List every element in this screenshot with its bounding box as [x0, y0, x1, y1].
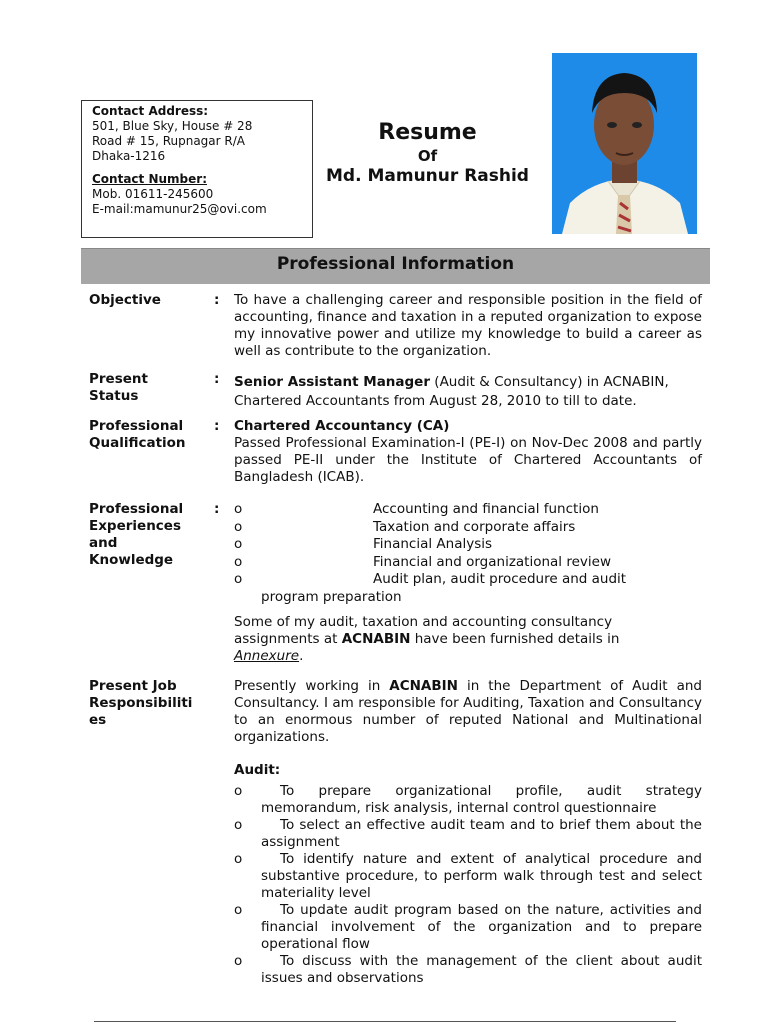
objective-label: Objective — [89, 292, 161, 308]
position-detail: (Audit & Consultancy) in ACNABIN, — [430, 374, 669, 390]
job-intro: Presently working in ACNABIN in the Department of Audit and Consultancy. I am responsible for Auditing, Taxation and Consultancy to an enormous number of reputed National and Multinational organizations. — [234, 678, 702, 745]
address-line: Dhaka-1216 — [92, 149, 166, 163]
address-line: Road # 15, Rupnagar R/A — [92, 134, 245, 148]
qualification-content — [234, 418, 702, 486]
list-item: o To prepare organizational profile, audit strategy memorandum, risk analysis, internal control questionnaire — [234, 783, 702, 816]
bullet-icon: o — [234, 536, 243, 552]
experience-content — [234, 501, 702, 665]
job-label — [89, 678, 199, 729]
bullet-icon: o — [234, 783, 243, 799]
qualification-text: Passed Professional Examination-I (PE-I) on Nov-Dec 2008 and partly passed PE-II under the Institute of Chartered Accountants of Bangladesh (ICAB). — [234, 435, 702, 485]
label-line: Status — [89, 388, 139, 404]
label-line: Professional — [89, 501, 184, 517]
label-line: Knowledge — [89, 552, 174, 568]
present-status-text — [234, 373, 702, 411]
list-item: o To discuss with the management of the client about audit issues and observations — [234, 953, 702, 986]
bullet-icon: o — [234, 518, 243, 535]
experience-label — [89, 501, 199, 569]
bullet-icon: o — [234, 501, 243, 517]
portrait-illustration — [552, 53, 697, 234]
bullet-icon: o — [234, 817, 243, 833]
list-item: o Audit plan, audit procedure and audit — [234, 571, 627, 587]
contact-address-label: Contact Address: — [92, 104, 209, 118]
audit-heading: Audit: — [234, 762, 281, 778]
position-line-2: Chartered Accountants from August 28, 2010 to till to date. — [234, 393, 637, 409]
colon: : — [214, 501, 220, 517]
qualification-label — [89, 418, 199, 452]
colon: : — [214, 292, 220, 308]
profile-photo — [552, 53, 697, 234]
list-item: o Taxation and corporate affairs — [234, 518, 576, 535]
position-title: Senior Assistant Manager — [234, 374, 431, 390]
present-status-label — [89, 371, 199, 405]
label-line: Responsibiliti — [89, 695, 193, 711]
label-line: and — [89, 535, 118, 551]
list-item: o To identify nature and extent of analytical procedure and substantive procedure, to perform walk through test and select materiality level — [234, 851, 702, 901]
list-item: o Financial Analysis — [234, 536, 493, 552]
job-content — [234, 678, 702, 987]
bullet-icon: o — [234, 553, 243, 570]
colon: : — [214, 418, 220, 434]
address-line: 501, Blue Sky, House # 28 — [92, 119, 253, 133]
list-item: o To update audit program based on the nature, activities and financial involvement of the organization and to prepare operational flow — [234, 902, 702, 952]
footer-divider — [94, 1021, 676, 1022]
candidate-name: Md. Mamunur Rashid — [326, 166, 529, 186]
resume-title-block — [300, 118, 555, 188]
list-item: o Financial and organizational review — [234, 553, 611, 570]
label-line: Present — [89, 371, 148, 387]
objective-text: To have a challenging career and responsible position in the field of accounting, finance and taxation in a reputed organization to expose my innovative power and utilize my knowledge to build a career as well as contribute to the organization. — [234, 292, 702, 359]
colon: : — [214, 371, 220, 387]
list-item: o Accounting and financial function — [234, 501, 599, 517]
list-item: o To select an effective audit team and to brief them about the assignment — [234, 817, 702, 850]
label-line: Experiences — [89, 518, 181, 534]
professional-information-banner: Professional Information — [81, 248, 710, 284]
mobile-number: Mob. 01611-245600 — [92, 187, 214, 201]
bullet-icon: o — [234, 953, 243, 969]
qualification-heading: Chartered Accountancy (CA) — [234, 418, 450, 434]
bullet-icon: o — [234, 851, 243, 867]
contact-box — [81, 100, 313, 238]
label-line: Qualification — [89, 435, 186, 451]
bullet-icon: o — [234, 571, 243, 587]
bullet-icon: o — [234, 902, 243, 918]
annexure-link: Annexure — [234, 647, 300, 664]
label-line: es — [89, 712, 107, 728]
annexure-note: Some of my audit, taxation and accounting consultancy assignments at ACNABIN have been furnished details in Annexure. — [234, 613, 620, 664]
label-line: Present Job — [89, 678, 177, 694]
label-line: Professional — [89, 418, 184, 434]
resume-heading: Resume — [378, 120, 477, 145]
of-text: Of — [417, 147, 438, 165]
email-address: E-mail:mamunur25@ovi.com — [92, 202, 267, 216]
list-item-continuation: program preparation — [261, 588, 402, 605]
contact-number-label: Contact Number: — [92, 172, 207, 186]
